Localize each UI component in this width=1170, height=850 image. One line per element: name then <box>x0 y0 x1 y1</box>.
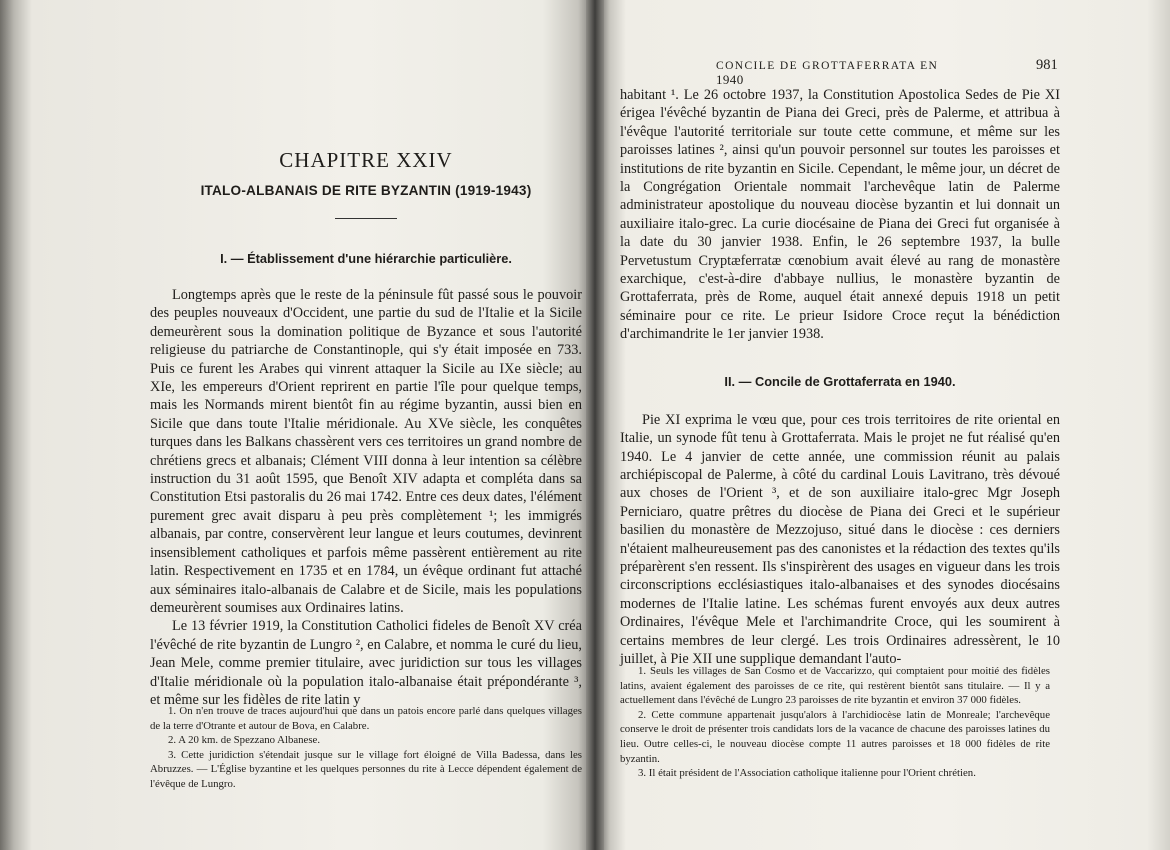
running-head-year: 1940 <box>716 72 744 87</box>
left-footnote-2: 2. A 20 km. de Spezzano Albanese. <box>168 734 321 747</box>
chapter-subtitle: ITALO-ALBANAIS DE RITE BYZANTIN (1919-1943) <box>200 183 532 198</box>
chapter-title: CHAPITRE XXIV <box>279 148 453 172</box>
running-head <box>716 60 962 88</box>
title-divider <box>335 218 397 219</box>
left-paragraph-1: Longtemps après que le reste de la péninsule fût passé sous le pouvoir des peuples nouveaux d'Occident, une partie du sud de l'Italie et la Sicile demeurèrent sous la domination politique de Byzance et sous l'autorité religieuse du patriarche de Constantinople, qui s'y était imposée en 733. Puis ce furent les Arabes qui vinrent attaquer la Sicile au IXe siècle; au XIe, les empereurs d'Orient reprirent en partie l'île pour quelque temps, mais les Normands mirent bientôt fin au régime byzantin, aussi bien en Sicile que dans toute l'Italie méridionale. Au XVe siècle, les conquêtes turques dans les Balkans chassèrent vers ces territoires un grand nombre de chrétiens grecs et albanais; Clément VIII donna à leur intention sa célèbre instruction du 31 août 1595, que Benoît XIV adapta et compléta dans sa Constitution Etsi pastoralis du 26 mai 1742. Entre ces deux dates, l'élément purement grec avait disparu à peu près complètement ¹; les immigrés albanais, par contre, conservèrent leur langue et leurs coutumes, devinrent insensiblement catholiques et parfois même passèrent entièrement au rite latin. Respectivement en 1735 et en 1784, un évêque ordinant fut attaché aux séminaires italo-albanais de Calabre et de Sicile, mais les populations demeurèrent soumises aux Ordinaires latins. <box>150 287 582 616</box>
right-paragraph-2: Pie XI exprima le vœu que, pour ces trois territoires de rite oriental en Italie, un synode fût tenu à Grottaferrata. Mais le projet ne fut réalisé qu'en 1940. Le 4 janvier de cette année, une commission réunit au palais archiépiscopal de Palerme, à côté du cardinal Louis Lavitrano, très dévoué aux choses de l'Orient ³, et de son auxiliaire italo-grec Mgr Joseph Perniciaro, quatre prêtres du diocèse de Piana dei Greci et le supérieur basilien du monastère de Mezzojuso, situé dans le diocèse : ces derniers n'étaient malheureusement pas des canonistes et la rédaction des textes qu'ils préparèrent s'en ressent. Ils s'inspirèrent des usages en vigueur dans les trois circonscriptions ecclésiastiques italo-albanaises et des synodes diocésains modernes de l'Italie latine. Les schémas furent envoyés aux deux autres Ordinaires, l'évêque Mele et l'archimandrite Croce, qui les soumirent à certains membres de leur clergé. Les trois Ordinaires adressèrent, le 10 juillet, à Pie XII une supplique demandant l'auto- <box>620 411 1060 667</box>
page-number: 981 <box>1036 57 1058 73</box>
right-paragraph-1: habitant ¹. Le 26 octobre 1937, la Constitution Apostolica Sedes de Pie XI érigea l'évêché byzantin de Piana dei Greci, près de Palerme, et attribua à l'évêque l'autorité territoriale sur toute cette commune, et même sur les paroisses latines ², ainsi qu'un pouvoir personnel sur toutes les paroisses et institutions de rite byzantin en Sicile. Cependant, le même jour, un décret de la Congrégation Orientale nommait l'archevêque latin de Palerme administrateur apostolique du nouveau diocèse byzantin et lui donnait un auxiliaire italo-grec. La curie diocésaine de Piana dei Greci fut organisée à la date du 30 janvier 1938. Enfin, le 26 septembre 1937, la bulle Pervetustum Cryptæferratæ cœnobium avait élevé au rang de monastère exarchique, c'est-à-dire d'abbaye nullius, le monastère byzantin de Grottaferrata, près de Rome, auquel était annexé depuis 1918 un petit séminaire pour ce rite. Le prieur Isidore Croce reçut la bénédiction d'archimandrite le 1er janvier 1938. <box>620 87 1060 343</box>
left-footnotes <box>150 704 582 792</box>
right-footnotes <box>620 664 1050 781</box>
right-footnote-3: 3. Il était président de l'Association catholique italienne pour l'Orient chrétien. <box>638 767 976 780</box>
section-heading-1: I. — Établissement d'une hiérarchie particulière. <box>220 251 512 266</box>
right-footnote-2: 2. Cette commune appartenait jusqu'alors à l'archidiocèse latin de Monreale; l'archevêque conserve le droit de présenter trois candidats lors de la vacance de chacune des paroisses latines du lieu. Outre celles-ci, le nouveau diocèse compte 11 autres paroisses et 18 000 fidèles de rite byzantin. <box>620 708 1050 765</box>
left-paragraph-2: Le 13 février 1919, la Constitution Catholici fideles de Benoît XV créa l'évêché de rite byzantin de Lungro ², en Calabre, et nomma le curé du lieu, Jean Mele, comme premier titulaire, avec juridiction sur tous les villages d'Italie méridionale où la population italo-albanaise était prépondérante ³, et même sur les fidèles de rite latin y <box>150 618 582 708</box>
right-footnote-1: 1. Seuls les villages de San Cosmo et de Vaccarizzo, qui comptaient pour moitié des fidèles latins, avaient également des paroisses de ce rite, qui restèrent bientôt sans titulaire. — Il y a actuellement dans l'évêché de Lungro 23 paroisses de rite byzantin et environ 37 000 fidèles. <box>620 665 1050 707</box>
left-footnote-3: 3. Cette juridiction s'étendait jusque sur le village fort éloigné de Villa Badessa, dans les Abruzzes. — L'Église byzantine et les quelques personnes du rite à Lecce dépendent également de l'évêque de Lungro. <box>150 748 582 790</box>
right-text-column <box>620 86 1060 668</box>
left-footnote-1: 1. On n'en trouve de traces aujourd'hui que dans un patois encore parlé dans quelques villages de la terre d'Otrante et autour de Bova, en Calabre. <box>150 705 582 732</box>
running-head-text: CONCILE DE GROTTAFERRATA EN <box>716 60 939 72</box>
section-heading-2: II. — Concile de Grottaferrata en 1940. <box>724 373 956 389</box>
left-text-column <box>150 148 582 709</box>
book-gutter <box>586 0 604 850</box>
